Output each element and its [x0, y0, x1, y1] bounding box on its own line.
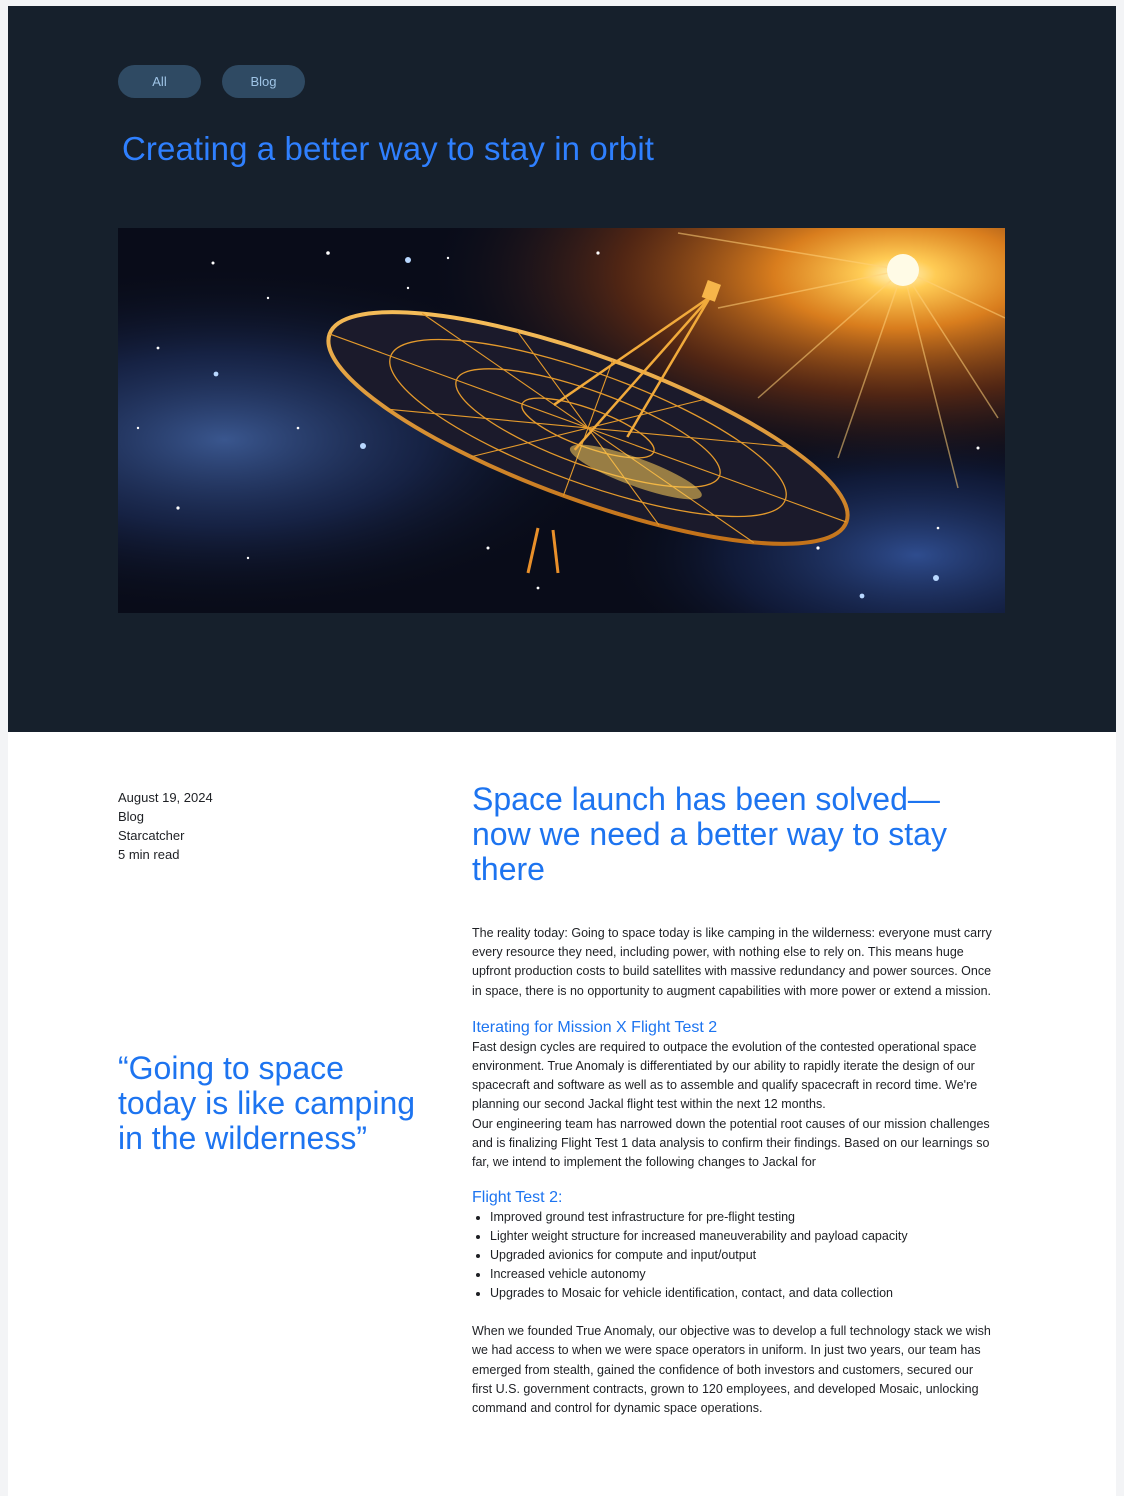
flight-test-bullet-list [472, 1208, 992, 1303]
hero-section [8, 6, 1116, 732]
article-headline: Space launch has been solved—now we need a better way to stay there [472, 781, 947, 887]
hero-image [118, 228, 1005, 613]
post-category[interactable]: Blog [118, 809, 145, 824]
article-intro: The reality today: Going to space today is like camping in the wilderness: everyone must carry every resource they need, including power, with nothing else to rely on. This means huge upfront production costs to build satellites with massive redundancy and power sources. Once in space, there is no opportunity to augment capabilities with more power or extend a mission. [472, 926, 992, 998]
pull-quote: “Going to space today is like camping in the wilderness” [118, 1050, 416, 1156]
list-item: • Upgraded avionics for compute and input/output [490, 1246, 992, 1265]
section-1-paragraph-2: Our engineering team has narrowed down the potential root causes of our mission challenges and is finalizing Flight Test 1 data analysis to confirm their findings. Based on our learnings so far, we intend to implement the following changes to Jackal for [472, 1116, 990, 1170]
section-2-heading: Flight Test 2: [472, 1189, 563, 1207]
section-1-heading: Iterating for Mission X Flight Test 2 [472, 1018, 718, 1036]
post-author: Starcatcher [118, 828, 185, 843]
list-item: • Lighter weight structure for increased maneuverability and payload capacity [490, 1227, 992, 1246]
post-date: August 19, 2024 [118, 790, 213, 805]
closing-paragraph: When we founded True Anomaly, our objective was to develop a full technology stack we wish we had access to when we were space operators in uniform. In just two years, our team has emerged from stealth, gained the confidence of both investors and customers, secured our first U.S. government contracts, grown to 120 employees, and developed Mosaic, unlocking command and control for dynamic space operations. [472, 1324, 991, 1416]
tag-blog-button[interactable]: Blog [222, 65, 305, 98]
post-meta [118, 788, 213, 864]
list-item: • Improved ground test infrastructure for pre-flight testing [490, 1208, 992, 1227]
hero-title: Creating a better way to stay in orbit [122, 130, 655, 167]
article-body [472, 782, 992, 1418]
blog-page [8, 6, 1116, 1496]
list-item: • Upgrades to Mosaic for vehicle identification, contact, and data collection [490, 1284, 992, 1303]
post-read-time: 5 min read [118, 847, 180, 862]
list-item: • Increased vehicle autonomy [490, 1265, 992, 1284]
section-1-paragraph-1: Fast design cycles are required to outpace the evolution of the contested operational space environment. True Anomaly is differentiated by our ability to rapidly iterate the design of our spacecraft and software as well as to assemble and qualify spacecraft in record time. We're planning our second Jackal flight test within the next 12 months. [472, 1039, 978, 1112]
tag-all-button[interactable]: All [118, 65, 201, 98]
tag-filter-bar [118, 65, 305, 98]
